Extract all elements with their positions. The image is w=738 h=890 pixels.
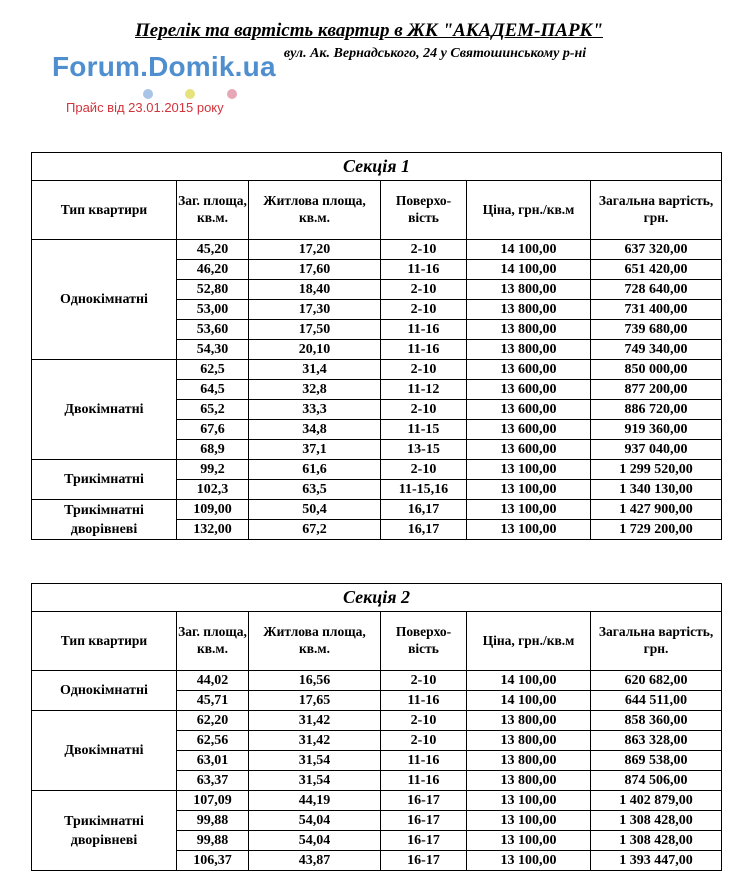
cell-area-total: 99,88 <box>177 831 249 851</box>
cell-floors: 2-10 <box>381 460 467 480</box>
cell-floors: 11-16 <box>381 751 467 771</box>
cell-area-living: 34,8 <box>249 420 381 440</box>
cell-price: 13 100,00 <box>467 500 591 520</box>
cell-area-living: 17,65 <box>249 691 381 711</box>
section-2-table <box>31 583 722 871</box>
cell-total-cost: 1 427 900,00 <box>591 500 722 520</box>
cell-price: 14 100,00 <box>467 691 591 711</box>
cell-area-total: 67,6 <box>177 420 249 440</box>
cell-floors: 2-10 <box>381 400 467 420</box>
cell-area-living: 63,5 <box>249 480 381 500</box>
cell-price: 13 600,00 <box>467 440 591 460</box>
cell-floors: 16-17 <box>381 851 467 871</box>
cell-total-cost: 731 400,00 <box>591 300 722 320</box>
cell-area-total: 64,5 <box>177 380 249 400</box>
cell-price: 14 100,00 <box>467 260 591 280</box>
cell-floors: 11-12 <box>381 380 467 400</box>
cell-floors: 16,17 <box>381 520 467 540</box>
cell-area-living: 16,56 <box>249 671 381 691</box>
document-address: вул. Ак. Вернадського, 24 у Святошинському р-ні <box>283 46 587 61</box>
cell-area-total: 45,71 <box>177 691 249 711</box>
apartment-type: Трикімнатні <box>32 460 177 500</box>
table-row <box>32 240 722 260</box>
header-area-total: Заг. площа, кв.м. <box>177 181 249 240</box>
apartment-type: Однокімнатні <box>32 671 177 711</box>
pink-dot-icon <box>227 89 237 99</box>
price-date-note: Прайс від 23.01.2015 року <box>66 100 224 115</box>
cell-area-total: 65,2 <box>177 400 249 420</box>
table-row <box>32 460 722 480</box>
cell-price: 13 800,00 <box>467 300 591 320</box>
cell-area-total: 44,02 <box>177 671 249 691</box>
cell-total-cost: 1 308 428,00 <box>591 831 722 851</box>
cell-total-cost: 644 511,00 <box>591 691 722 711</box>
cell-total-cost: 874 506,00 <box>591 771 722 791</box>
yellow-dot-icon <box>185 89 195 99</box>
cell-area-total: 99,88 <box>177 811 249 831</box>
cell-area-total: 109,00 <box>177 500 249 520</box>
cell-floors: 2-10 <box>381 360 467 380</box>
cell-area-living: 33,3 <box>249 400 381 420</box>
cell-price: 13 100,00 <box>467 520 591 540</box>
header-total: Загальна вартість, грн. <box>591 612 722 671</box>
cell-price: 13 100,00 <box>467 791 591 811</box>
section-title: Секція 1 <box>32 153 722 181</box>
document-title: Перелік та вартість квартир в ЖК "АКАДЕМ-ПАРК" <box>135 20 603 41</box>
cell-total-cost: 886 720,00 <box>591 400 722 420</box>
cell-price: 13 800,00 <box>467 751 591 771</box>
cell-price: 13 800,00 <box>467 340 591 360</box>
cell-area-total: 53,00 <box>177 300 249 320</box>
cell-floors: 11-16 <box>381 771 467 791</box>
cell-area-living: 37,1 <box>249 440 381 460</box>
cell-area-living: 20,10 <box>249 340 381 360</box>
header-area-living: Житлова площа, кв.м. <box>249 612 381 671</box>
cell-total-cost: 850 000,00 <box>591 360 722 380</box>
cell-area-total: 63,01 <box>177 751 249 771</box>
cell-area-total: 68,9 <box>177 440 249 460</box>
cell-floors: 11-16 <box>381 260 467 280</box>
cell-total-cost: 863 328,00 <box>591 731 722 751</box>
cell-price: 13 800,00 <box>467 771 591 791</box>
cell-area-total: 106,37 <box>177 851 249 871</box>
cell-floors: 11-16 <box>381 320 467 340</box>
cell-price: 13 100,00 <box>467 851 591 871</box>
cell-total-cost: 728 640,00 <box>591 280 722 300</box>
cell-price: 13 100,00 <box>467 460 591 480</box>
cell-total-cost: 877 200,00 <box>591 380 722 400</box>
cell-area-total: 52,80 <box>177 280 249 300</box>
cell-area-total: 46,20 <box>177 260 249 280</box>
section-title: Секція 2 <box>32 584 722 612</box>
table-row <box>32 671 722 691</box>
cell-floors: 2-10 <box>381 731 467 751</box>
cell-area-living: 18,40 <box>249 280 381 300</box>
cell-total-cost: 919 360,00 <box>591 420 722 440</box>
cell-area-total: 132,00 <box>177 520 249 540</box>
cell-area-living: 31,42 <box>249 731 381 751</box>
cell-total-cost: 739 680,00 <box>591 320 722 340</box>
apartment-type: Двокімнатні <box>32 711 177 791</box>
apartment-type: Двокімнатні <box>32 360 177 460</box>
cell-price: 13 800,00 <box>467 280 591 300</box>
cell-floors: 16-17 <box>381 831 467 851</box>
cell-total-cost: 620 682,00 <box>591 671 722 691</box>
cell-total-cost: 1 299 520,00 <box>591 460 722 480</box>
cell-area-total: 99,2 <box>177 460 249 480</box>
cell-area-living: 17,20 <box>249 240 381 260</box>
cell-price: 13 600,00 <box>467 420 591 440</box>
cell-price: 13 100,00 <box>467 831 591 851</box>
cell-total-cost: 858 360,00 <box>591 711 722 731</box>
header-type: Тип квартири <box>32 181 177 240</box>
header-area-total: Заг. площа, кв.м. <box>177 612 249 671</box>
cell-floors: 13-15 <box>381 440 467 460</box>
cell-price: 13 100,00 <box>467 811 591 831</box>
apartment-type: Трикімнатні дворівневі <box>32 500 177 540</box>
cell-price: 13 600,00 <box>467 380 591 400</box>
cell-area-total: 53,60 <box>177 320 249 340</box>
cell-price: 13 800,00 <box>467 320 591 340</box>
cell-area-living: 67,2 <box>249 520 381 540</box>
cell-floors: 2-10 <box>381 300 467 320</box>
cell-area-total: 54,30 <box>177 340 249 360</box>
cell-floors: 2-10 <box>381 711 467 731</box>
cell-area-living: 61,6 <box>249 460 381 480</box>
cell-area-living: 17,60 <box>249 260 381 280</box>
cell-area-total: 45,20 <box>177 240 249 260</box>
header-floors: Поверхо- вість <box>381 612 467 671</box>
cell-floors: 11-15 <box>381 420 467 440</box>
cell-area-living: 17,50 <box>249 320 381 340</box>
cell-total-cost: 1 340 130,00 <box>591 480 722 500</box>
table-row <box>32 360 722 380</box>
header-floors: Поверхо- вість <box>381 181 467 240</box>
cell-area-total: 62,56 <box>177 731 249 751</box>
cell-area-living: 54,04 <box>249 831 381 851</box>
cell-price: 14 100,00 <box>467 671 591 691</box>
cell-area-living: 50,4 <box>249 500 381 520</box>
cell-price: 14 100,00 <box>467 240 591 260</box>
cell-area-total: 62,5 <box>177 360 249 380</box>
cell-area-living: 31,42 <box>249 711 381 731</box>
cell-floors: 16,17 <box>381 500 467 520</box>
cell-total-cost: 1 729 200,00 <box>591 520 722 540</box>
cell-price: 13 800,00 <box>467 711 591 731</box>
cell-area-total: 62,20 <box>177 711 249 731</box>
apartment-type: Однокімнатні <box>32 240 177 360</box>
table-row <box>32 791 722 811</box>
cell-total-cost: 749 340,00 <box>591 340 722 360</box>
cell-area-total: 63,37 <box>177 771 249 791</box>
cell-floors: 16-17 <box>381 811 467 831</box>
cell-area-living: 44,19 <box>249 791 381 811</box>
cell-floors: 11-16 <box>381 691 467 711</box>
cell-floors: 11-16 <box>381 340 467 360</box>
apartment-type: Трикімнатні дворівневі <box>32 791 177 871</box>
cell-price: 13 600,00 <box>467 360 591 380</box>
cell-price: 13 800,00 <box>467 731 591 751</box>
cell-area-living: 31,54 <box>249 751 381 771</box>
header-price: Ціна, грн./кв.м <box>467 181 591 240</box>
header-price: Ціна, грн./кв.м <box>467 612 591 671</box>
table-row <box>32 500 722 520</box>
cell-floors: 2-10 <box>381 280 467 300</box>
cell-area-living: 32,8 <box>249 380 381 400</box>
cell-total-cost: 869 538,00 <box>591 751 722 771</box>
cell-price: 13 100,00 <box>467 480 591 500</box>
header-total: Загальна вартість, грн. <box>591 181 722 240</box>
cell-total-cost: 937 040,00 <box>591 440 722 460</box>
cell-total-cost: 1 308 428,00 <box>591 811 722 831</box>
cell-area-total: 102,3 <box>177 480 249 500</box>
cell-total-cost: 1 402 879,00 <box>591 791 722 811</box>
cell-area-living: 31,4 <box>249 360 381 380</box>
cell-floors: 16-17 <box>381 791 467 811</box>
cell-area-total: 107,09 <box>177 791 249 811</box>
table-row <box>32 711 722 731</box>
cell-price: 13 600,00 <box>467 400 591 420</box>
watermark-logo: Forum.Domik.ua <box>52 51 276 82</box>
cell-floors: 2-10 <box>381 671 467 691</box>
cell-area-living: 54,04 <box>249 811 381 831</box>
cell-area-living: 31,54 <box>249 771 381 791</box>
cell-area-living: 17,30 <box>249 300 381 320</box>
cell-area-living: 43,87 <box>249 851 381 871</box>
cell-total-cost: 1 393 447,00 <box>591 851 722 871</box>
cell-floors: 2-10 <box>381 240 467 260</box>
cell-floors: 11-15,16 <box>381 480 467 500</box>
blue-dot-icon <box>143 89 153 99</box>
header-type: Тип квартири <box>32 612 177 671</box>
cell-total-cost: 651 420,00 <box>591 260 722 280</box>
cell-total-cost: 637 320,00 <box>591 240 722 260</box>
header-area-living: Житлова площа, кв.м. <box>249 181 381 240</box>
section-1-table <box>31 152 722 540</box>
